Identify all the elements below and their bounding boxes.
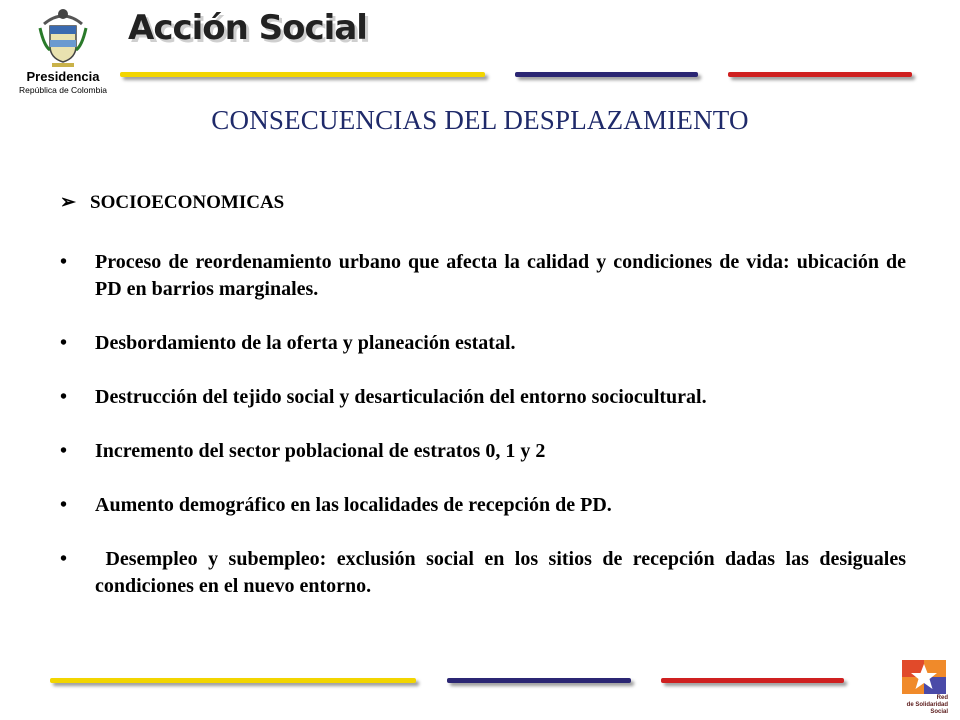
list-item-text: Aumento demográfico en las localidades de recepción de PD. (95, 494, 612, 516)
list-item (60, 330, 906, 357)
arrow-bullet-icon: ➢ (60, 192, 76, 213)
bullet-dot-icon: • (60, 548, 68, 570)
list-item (60, 438, 906, 465)
presidencia-seal (14, 6, 112, 98)
bullet-list (60, 249, 911, 627)
bullet-dot-icon: • (60, 332, 68, 354)
seal-republica-label: República de Colombia (19, 85, 107, 95)
bullet-dot-icon: • (60, 440, 68, 462)
bullet-dot-icon: • (60, 386, 68, 408)
bullet-dot-icon: • (60, 251, 68, 273)
coat-of-arms-icon (38, 6, 88, 68)
accion-social-logo: Acción Social (128, 8, 367, 48)
list-item (60, 384, 906, 411)
list-item-text: Destrucción del tejido social y desarticulación del entorno sociocultural. (95, 386, 707, 408)
bottom-blue-bar (447, 678, 631, 683)
list-item-text: Incremento del sector poblacional de estratos 0, 1 y 2 (95, 440, 546, 462)
list-item (60, 492, 906, 519)
slide-title: CONSECUENCIAS DEL DESPLAZAMIENTO (211, 105, 749, 135)
list-item-text: Desempleo y subempleo: exclusión social en los sitios de recepción dadas las desiguales condiciones en el nuevo entorno. (95, 548, 911, 597)
section-heading (60, 191, 284, 214)
top-yellow-bar (120, 72, 485, 77)
section-label: SOCIOECONOMICAS (90, 192, 285, 213)
top-red-bar (728, 72, 912, 77)
seal-presidencia-label: Presidencia (26, 69, 100, 84)
top-blue-bar (515, 72, 698, 77)
bottom-red-bar (661, 678, 844, 683)
red-solidaridad-logo (900, 658, 948, 716)
list-item-text: Proceso de reordenamiento urbano que afecta la calidad y condiciones de vida: ubicación de PD en barrios marginales. (95, 251, 906, 300)
bullet-dot-icon: • (60, 494, 68, 516)
star-logo-icon (900, 658, 948, 696)
footer-logo-label: Red de Solidaridad Social (906, 695, 948, 715)
bottom-yellow-bar (50, 678, 416, 683)
list-item-text: Desbordamiento de la oferta y planeación estatal. (95, 332, 516, 354)
list-item (60, 546, 911, 600)
list-item (60, 249, 906, 303)
